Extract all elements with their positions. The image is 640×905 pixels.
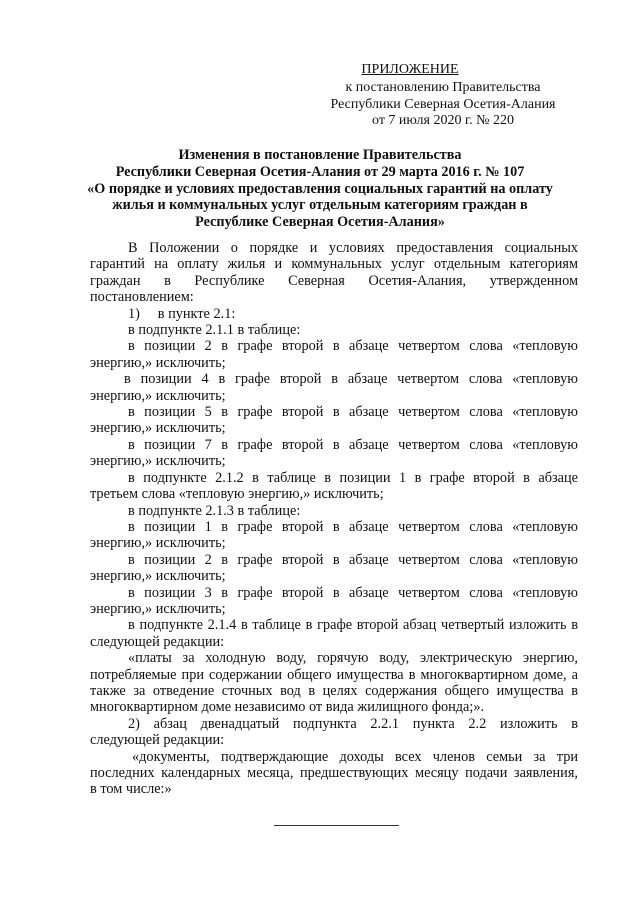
p2-line-1: в позиции 2 в графе второй в абзаце четвертом слова «тепловую <box>128 551 578 568</box>
position-4-line-1: в позиции 4 в графе второй в абзаце четвертом слова «тепловую <box>124 371 578 388</box>
title-line-2: Республики Северная Осетия-Алания от 29 марта 2016 г. № 107 <box>115 163 525 180</box>
quote-1-line-2: потребляемые при содержании общего имущества в многоквартирном доме, а <box>90 666 578 683</box>
p3-line-2: энергию,» исключить; <box>90 600 226 617</box>
subitem-2-1-1: в подпункте 2.1.1 в таблице: <box>128 322 301 339</box>
header-line-1: к постановлению Правительства <box>345 80 541 95</box>
quote-1-line-3: также за отведение сточных вод в целях содержания общего имущества в <box>90 682 578 699</box>
appendix-label <box>310 62 510 79</box>
title-line-1: Изменения в постановление Правительства <box>178 147 462 163</box>
closing-rule <box>274 825 399 826</box>
title-line-5: Республике Северная Осетия-Алания» <box>195 214 445 231</box>
header-line-2: Республики Северная Осетия-Алания <box>330 96 556 112</box>
position-7-line-2: энергию,» исключить; <box>90 453 226 470</box>
p1-line-1: в позиции 1 в графе второй в абзаце четвертом слова «тепловую <box>128 518 578 535</box>
intro-line-2: гарантий на оплату жилья и коммунальных услуг отдельным категориям <box>90 256 578 273</box>
quote-1-line-1: «платы за холодную воду, горячую воду, электрическую энергию, <box>128 650 578 667</box>
position-2-line-2: энергию,» исключить; <box>90 354 226 371</box>
position-5-line-1: в позиции 5 в графе второй в абзаце четвертом слова «тепловую <box>128 404 578 421</box>
title-line-4: жилья и коммунальных услуг отдельным категориям граждан в <box>112 197 528 214</box>
subitem-2-1-4-line-2: следующей редакции: <box>90 633 225 650</box>
document-title <box>64 147 576 231</box>
intro-line-3: граждан в Республике Северная Осетия-Алания, утвержденном <box>90 272 578 289</box>
document-body <box>90 240 578 798</box>
p3-line-1: в позиции 3 в графе второй в абзаце четвертом слова «тепловую <box>128 584 578 601</box>
quote-2-line-3: в том числе:» <box>90 781 172 798</box>
title-line-3: «О порядке и условиях предоставления социальных гарантий на оплату <box>87 180 553 197</box>
position-5-line-2: энергию,» исключить; <box>90 420 226 437</box>
quote-1-line-4: многоквартирном доме независимо от вида жилищного фонда;». <box>90 699 485 716</box>
quote-2-line-1: «документы, подтверждающие доходы всех членов семьи за три <box>132 748 578 765</box>
intro-line-4: постановлением: <box>90 289 194 306</box>
header-block <box>318 80 568 130</box>
item-2-line-1: 2) абзац двенадцатый подпункта 2.2.1 пункта 2.2 изложить в <box>128 715 578 732</box>
p2-line-2: энергию,» исключить; <box>90 568 226 585</box>
intro-line-1: В Положении о порядке и условиях предоставления социальных <box>128 240 578 256</box>
subitem-2-1-3: в подпункте 2.1.3 в таблице: <box>128 502 301 519</box>
item-2-line-2: следующей редакции: <box>90 732 225 749</box>
subitem-2-1-2-line-1: в подпункте 2.1.2 в таблице в позиции 1 в графе второй в абзаце <box>128 469 578 486</box>
subitem-2-1-2-line-2: третьем слова «тепловую энергию,» исключить; <box>90 486 384 503</box>
appendix-heading: ПРИЛОЖЕНИЕ <box>361 62 459 77</box>
quote-2-line-2: последних календарных месяца, предшествующих месяцу подачи заявления, <box>90 765 578 781</box>
p1-line-2: энергию,» исключить; <box>90 535 226 552</box>
position-2-line-1: в позиции 2 в графе второй в абзаце четвертом слова «тепловую <box>128 338 578 355</box>
header-line-3: от 7 июля 2020 г. № 220 <box>372 113 514 128</box>
item-1: 1) в пункте 2.1: <box>128 305 236 322</box>
position-7-line-1: в позиции 7 в графе второй в абзаце четвертом слова «тепловую <box>128 436 578 453</box>
position-4-line-2: энергию,» исключить; <box>90 387 226 404</box>
subitem-2-1-4-line-1: в подпункте 2.1.4 в таблице в графе второй абзац четвертый изложить в <box>128 617 578 634</box>
